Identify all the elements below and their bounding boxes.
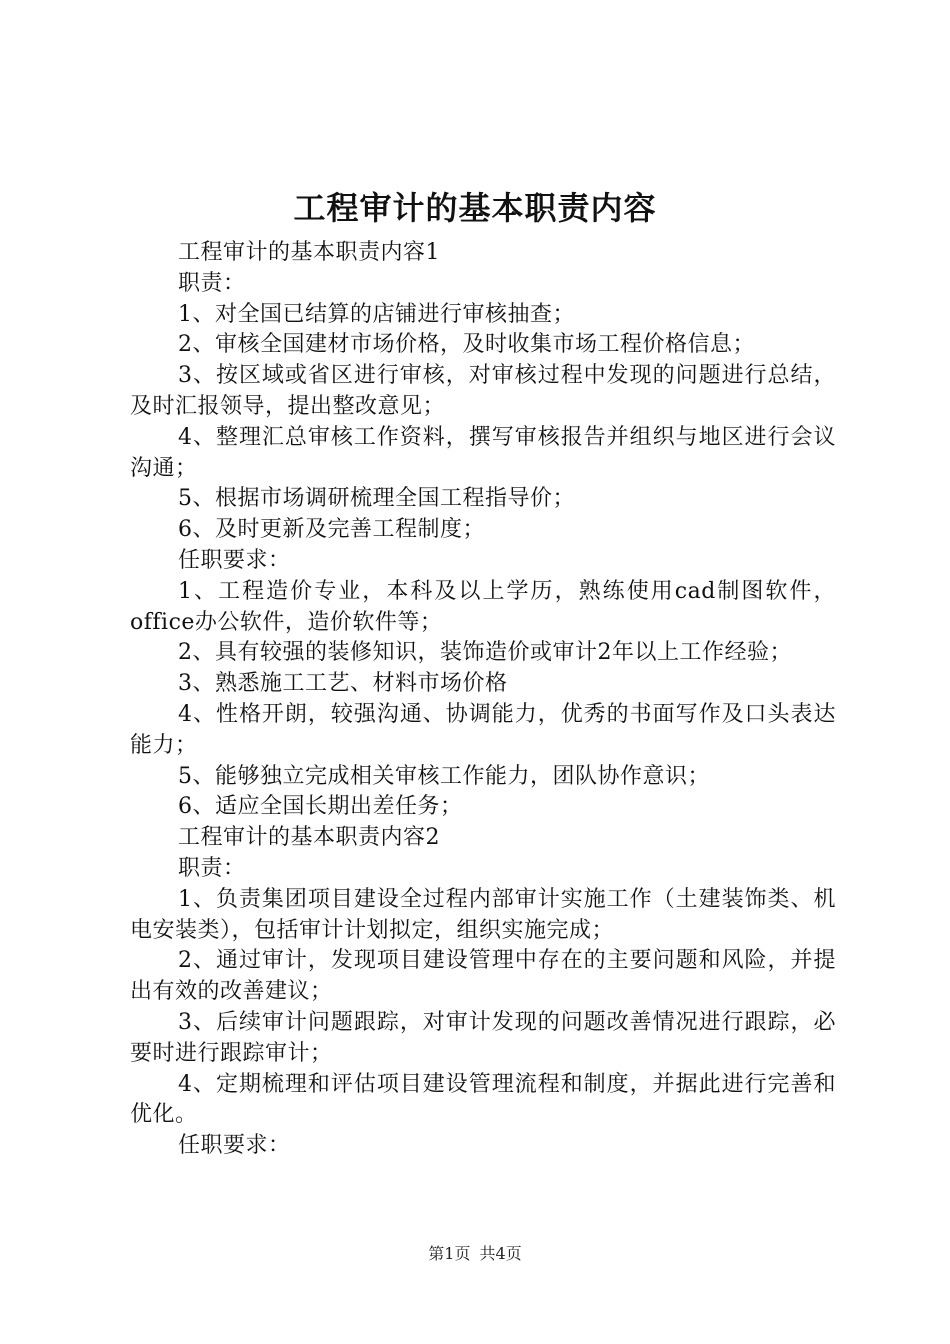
duty-item: 1、对全国已结算的店铺进行审核抽查；	[178, 301, 575, 327]
duty-item: 5、根据市场调研梳理全国工程指导价；	[178, 486, 575, 512]
requirement-item: 4、性格开朗，较强沟通、协调能力，优秀的书面写作及口头表达能力；	[130, 701, 836, 758]
page-total: 共4页	[479, 1244, 522, 1263]
duty-item: 1、负责集团项目建设全过程内部审计实施工作（土建装饰类、机电安装类），包括审计计划拟定，组织实施完成；	[130, 886, 836, 943]
section-heading-2: 工程审计的基本职责内容2	[178, 825, 440, 851]
requirement-item: 5、能够独立完成相关审核工作能力，团队协作意识；	[178, 763, 710, 789]
duty-item: 4、整理汇总审核工作资料，撰写审核报告并组织与地区进行会议沟通；	[130, 424, 836, 481]
duty-item: 3、后续审计问题跟踪，对审计发现的问题改善情况进行跟踪，必要时进行跟踪审计；	[130, 1009, 836, 1066]
page-title: 工程审计的基本职责内容	[293, 189, 657, 227]
duty-item: 4、定期梳理和评估项目建设管理流程和制度，并据此进行完善和优化。	[130, 1071, 836, 1128]
requirement-item: 3、熟悉施工工艺、材料市场价格	[178, 671, 508, 697]
duty-item: 2、通过审计，发现项目建设管理中存在的主要问题和风险，并提出有效的改善建议；	[130, 948, 836, 1005]
page-footer	[0, 1243, 950, 1265]
section-heading-1: 工程审计的基本职责内容1	[178, 240, 440, 265]
requirement-item: 1、工程造价专业，本科及以上学历，熟练使用cad制图软件，office办公软件，造价软件等；	[130, 578, 836, 635]
requirement-item: 2、具有较强的装修知识，装饰造价或审计2年以上工作经验；	[178, 640, 792, 666]
subheading-requirements-1: 任职要求：	[178, 547, 291, 573]
subheading-duties-2: 职责：	[178, 855, 246, 881]
requirement-item: 6、适应全国长期出差任务；	[178, 794, 463, 820]
duty-item: 2、审核全国建材市场价格，及时收集市场工程价格信息；	[178, 332, 755, 358]
duty-item: 6、及时更新及完善工程制度；	[178, 517, 485, 543]
page-number: 第1页	[428, 1244, 471, 1263]
duty-item: 3、按区域或省区进行审核，对审核过程中发现的问题进行总结，及时汇报领导，提出整改意见；	[130, 363, 836, 419]
document-body	[130, 238, 836, 1162]
subheading-duties-1: 职责：	[178, 270, 246, 296]
subheading-requirements-2: 任职要求：	[178, 1133, 291, 1159]
